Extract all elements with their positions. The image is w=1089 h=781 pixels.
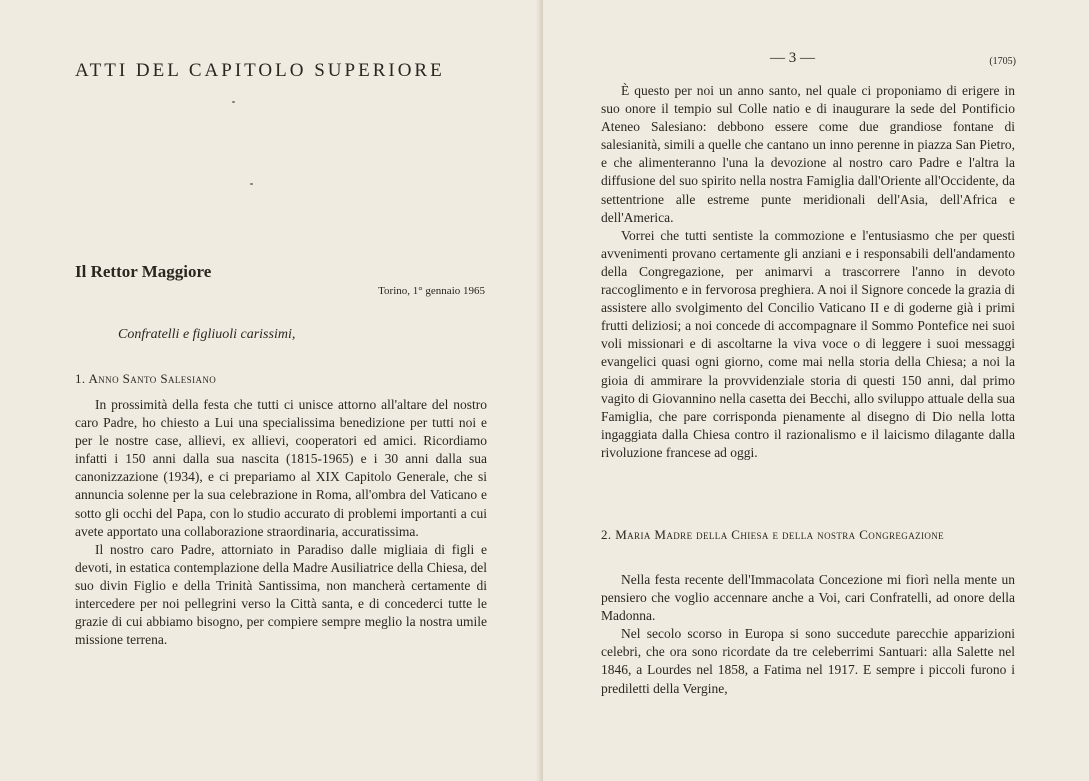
page-number: — 3 — bbox=[770, 50, 815, 66]
right-body-text-top bbox=[601, 82, 1015, 462]
paragraph: Il nostro caro Padre, attorniato in Paradiso dalle migliaia di figli e devoti, in estatica contemplazione della Madre Ausiliatrice della Chiesa, del suo divin Figlio e della Trinità Santissima, non mancherà certamente di intercedere per noi pellegrini verso la Città santa, e di concederci tutte le grazie di cui abbiamo bisogno, per compiere sempre meglio la nostra umile missione terrena. bbox=[75, 541, 487, 648]
paragraph: In prossimità della festa che tutti ci unisce attorno all'altare del nostro caro Padre, ho chiesto a Lui una specialissima benedizione per tutti noi e per le nostre case, allievi, ex allievi, cooperatori ed amici. Ricordiamo infatti i 150 anni dalla sua nascita (1815-1965) e i 30 anni dalla sua canonizzazione (1934), e ci prepariamo al XIX Capitolo Generale, che si annuncia solenne per la sua celebrazione in Roma, all'ombra del Vaticano e sotto gli occhi del Papa, con lo studio accurato di problemi importanti a cui avete apportato una collaborazione straordinaria, accuratissima. bbox=[75, 397, 487, 539]
paper-speck bbox=[232, 101, 235, 103]
paragraph: Nel secolo scorso in Europa si sono succedute parecchie apparizioni celebri, che ora sono ricordate da tre celeberrimi Santuari: alla Salette nel 1846, a Lourdes nel 1858, a Fatima nel 1917. E sempre i piccoli furono i prediletti della Vergine, bbox=[601, 626, 1015, 696]
salutation: Confratelli e figliuoli carissimi, bbox=[118, 327, 296, 342]
subhead-anno-santo: 1. Anno Santo Salesiano bbox=[75, 371, 217, 386]
paper-speck bbox=[250, 183, 253, 185]
paragraph: Vorrei che tutti sentiste la commozione e l'entusiasmo che per questi avvenimenti provano certamente gli anziani e i responsabili dell'andamento della Congregazione, per animarvi a trascorrere l'anno in devoto raccoglimento e in fervorosa preghiera. A noi il Signore concede la grazia di assistere allo svolgimento del Concilio Vaticano II e di goderne già i primi frutti deliziosi; a noi concede di accompagnare il Sommo Pontefice nei suoi voli missionari e di ascoltarne la viva voce o di leggere i suoi messaggi evangelici quasi ogni giorno, come mai nella storia della Chiesa; a noi la gioia di ammirare la provvidenziale storia di questi 150 anni, dal primo vagito di Giovannino nella casetta dei Becchi, allo sviluppo attuale della sua Famiglia, che pare corrisponda pienamente al disegno di Dio nella lotta ingaggiata dalla Chiesa contro il razionalismo e il laicismo dilagante dalla rivoluzione francese ad oggi. bbox=[601, 227, 1015, 460]
left-body-text bbox=[75, 396, 487, 649]
page-code: (1705) bbox=[989, 56, 1016, 67]
section-heading: Il Rettor Maggiore bbox=[75, 262, 212, 281]
subhead-maria-madre: 2. Maria Madre della Chiesa e della nostra Congregazione bbox=[601, 527, 945, 542]
paragraph: Nella festa recente dell'Immacolata Concezione mi fiorì nella mente un pensiero che voglio accennare anche a Voi, cari Confratelli, ad onore della Madonna. bbox=[601, 572, 1015, 624]
paragraph: È questo per noi un anno santo, nel quale ci proponiamo di erigere in suo onore il tempio sul Colle natio e di inaugurare la sede del Pontificio Ateneo Salesiano: debbono essere come due grandiose fontane di salesianità, simili a quelle che cantano un inno perenne in piazza San Pietro, e che alimenteranno l'una la devozione al nostro caro Padre e l'altra la diffusione del suo spirito nella nostra Famiglia dall'Oriente all'Occidente, da settentrione alle estreme punte meridionali dell'Asia, dell'Africa e dell'America. bbox=[601, 83, 1015, 225]
dateline: Torino, 1° gennaio 1965 bbox=[378, 285, 485, 297]
left-page bbox=[0, 0, 541, 781]
right-body-text-bottom bbox=[601, 571, 1015, 698]
masthead: ATTI DEL CAPITOLO SUPERIORE bbox=[75, 60, 445, 81]
